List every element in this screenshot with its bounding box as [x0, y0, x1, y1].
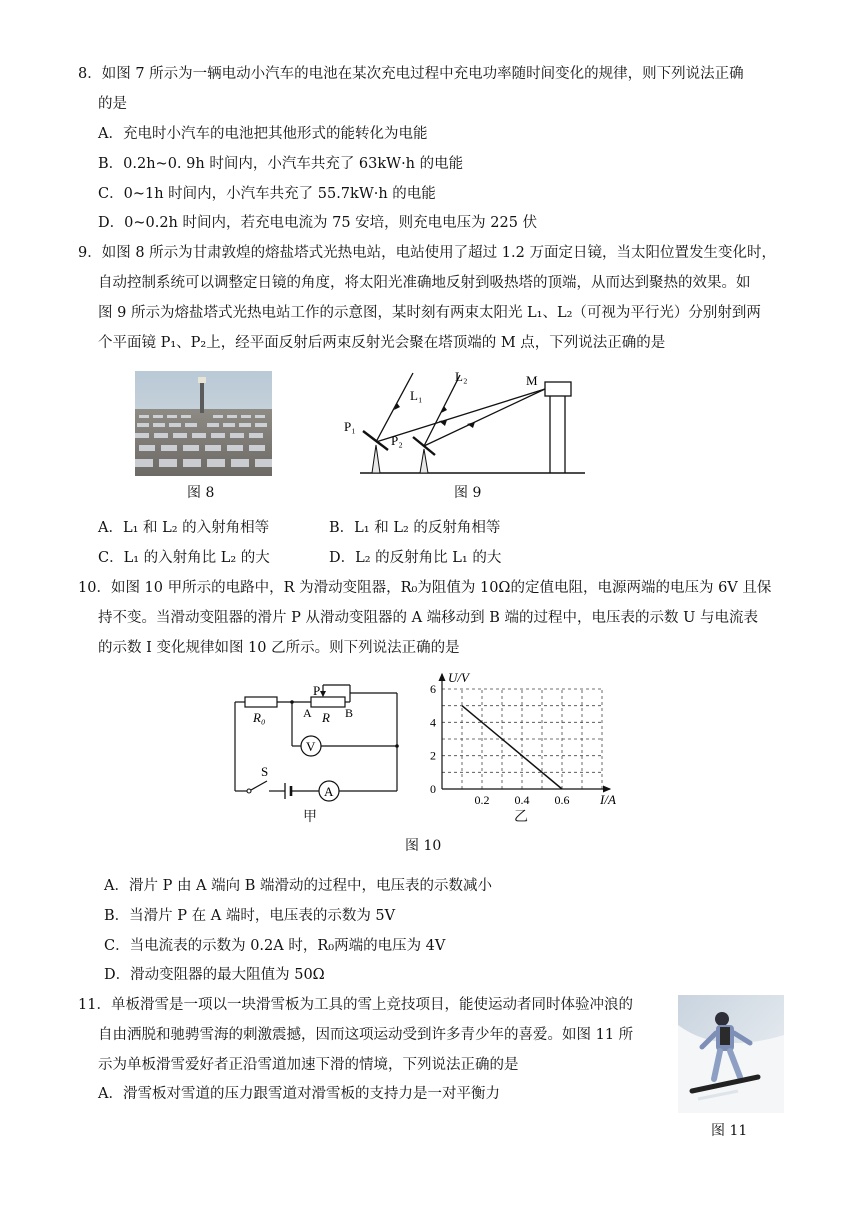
q8-option-d: D．0~0.2h 时间内，若充电电流为 75 安培，则充电电压为 225 伏 — [98, 215, 538, 231]
q8-stem-line2: 的是 — [98, 96, 127, 112]
y-tick-label: 4 — [430, 715, 436, 730]
fig11-snowboarder-photo — [678, 995, 784, 1113]
fig10b-ui-graph — [420, 668, 630, 808]
x-tick-label: 0.4 — [514, 793, 530, 807]
series-line-u-i — [462, 706, 562, 789]
y-tick-label: 6 — [430, 682, 436, 696]
q8-option-a: A．充电时小汽车的电池把其他形式的能转化为电能 — [98, 126, 428, 142]
q9-stem-line1: 9．如图 8 所示为甘肃敦煌的熔盐塔式光热电站，电站使用了超过 1.2 万面定日镜，当太阳位置发生变化时， — [78, 245, 776, 261]
fig10b-sublabel: 乙 — [514, 809, 528, 825]
circuit-label-b: B — [345, 706, 354, 720]
fig9-label-p2: P₂ — [391, 433, 403, 448]
fig11-caption: 图 11 — [711, 1123, 748, 1139]
y-tick-label: 0 — [430, 782, 436, 796]
fig9-label-p1: P₁ — [344, 419, 356, 434]
q10-option-c: C．当电流表的示数为 0.2A 时，R₀两端的电压为 4V — [104, 938, 446, 954]
x-tick-label: 0.2 — [474, 793, 490, 807]
y-tick-label: 2 — [430, 748, 436, 763]
q10-option-b: B．当滑片 P 在 A 端时，电压表的示数为 5V — [104, 908, 396, 924]
q8-option-b: B．0.2h~0. 9h 时间内，小汽车共充了 63kW·h 的电能 — [98, 156, 464, 172]
q11-stem-line1: 11．单板滑雪是一项以一块滑雪板为工具的雪上竞技项目，能使运动者同时体验冲浪的 — [78, 997, 633, 1013]
q9-stem-line3: 图 9 所示为熔盐塔式光热电站工作的示意图，某时刻有两束太阳光 L₁、L₂（可视为平行光）分别射到两 — [98, 305, 761, 321]
fig9-mirror-diagram — [335, 365, 590, 480]
fig8-caption: 图 8 — [187, 485, 215, 501]
voltmeter-label: V — [306, 739, 316, 754]
q8-option-c: C．0~1h 时间内，小汽车共充了 55.7kW·h 的电能 — [98, 186, 436, 202]
ammeter-label: A — [324, 784, 334, 799]
fig9-label-l2: L₂ — [455, 369, 468, 384]
circuit-label-s: S — [261, 764, 269, 779]
fig9-label-l1: L₁ — [410, 388, 423, 403]
q10-stem-line1: 10．如图 10 甲所示的电路中，R 为滑动变阻器，R₀为阻值为 10Ω的定值电阻，电源两端的电压为 6V 且保 — [78, 580, 772, 596]
y-axis-label: U/V — [448, 670, 469, 685]
circuit-label-r: R — [322, 710, 330, 725]
x-axis-label: I/A — [600, 792, 616, 807]
q9-stem-line4: 个平面镜 P₁、P₂上，经平面反射后两束反射光会聚在塔顶端的 M 点，下列说法正确的是 — [98, 335, 666, 351]
q8-stem-line1: 8．如图 7 所示为一辆电动小汽车的电池在某次充电过程中充电功率随时间变化的规律，则下列说法正确 — [78, 66, 744, 82]
q10-stem-line3: 的示数 I 变化规律如图 10 乙所示。则下列说法正确的是 — [98, 640, 460, 656]
q10-stem-line2: 持不变。当滑动变阻器的滑片 P 从滑动变阻器的 A 端移动到 B 端的过程中，电压表的示数 U 与电流表 — [98, 610, 758, 626]
circuit-label-a: A — [303, 706, 312, 720]
circuit-label-p: P — [313, 683, 321, 698]
q9-option-b: B．L₁ 和 L₂ 的反射角相等 — [329, 520, 501, 536]
fig9-caption: 图 9 — [454, 485, 482, 501]
fig10a-circuit-diagram — [225, 675, 410, 805]
fig10a-sublabel: 甲 — [303, 809, 317, 825]
fig8-solar-plant-photo — [135, 371, 272, 476]
q10-option-a: A．滑片 P 由 A 端向 B 端滑动的过程中，电压表的示数减小 — [104, 878, 493, 894]
q10-option-d: D．滑动变阻器的最大阻值为 50Ω — [104, 967, 325, 983]
fig9-label-m: M — [526, 373, 538, 388]
q11-option-a: A．滑雪板对雪道的压力跟雪道对滑雪板的支持力是一对平衡力 — [98, 1086, 500, 1102]
q11-stem-line2: 自由洒脱和驰骋雪海的刺激震撼，因而这项运动受到许多青少年的喜爱。如图 11 所 — [98, 1027, 634, 1043]
q9-stem-line2: 自动控制系统可以调整定日镜的角度，将太阳光准确地反射到吸热塔的顶端，从而达到聚热的效果。如 — [98, 275, 751, 291]
fig10-caption: 图 10 — [405, 838, 442, 854]
x-tick-label: 0.6 — [554, 793, 570, 807]
q9-option-c: C．L₁ 的入射角比 L₂ 的大 — [98, 550, 270, 566]
q11-stem-line3: 示为单板滑雪爱好者正沿雪道加速下滑的情境，下列说法正确的是 — [98, 1057, 519, 1073]
q9-option-a: A．L₁ 和 L₂ 的入射角相等 — [98, 520, 270, 536]
circuit-label-r0: R₀ — [253, 710, 266, 725]
q9-option-d: D．L₂ 的反射角比 L₁ 的大 — [329, 550, 502, 566]
